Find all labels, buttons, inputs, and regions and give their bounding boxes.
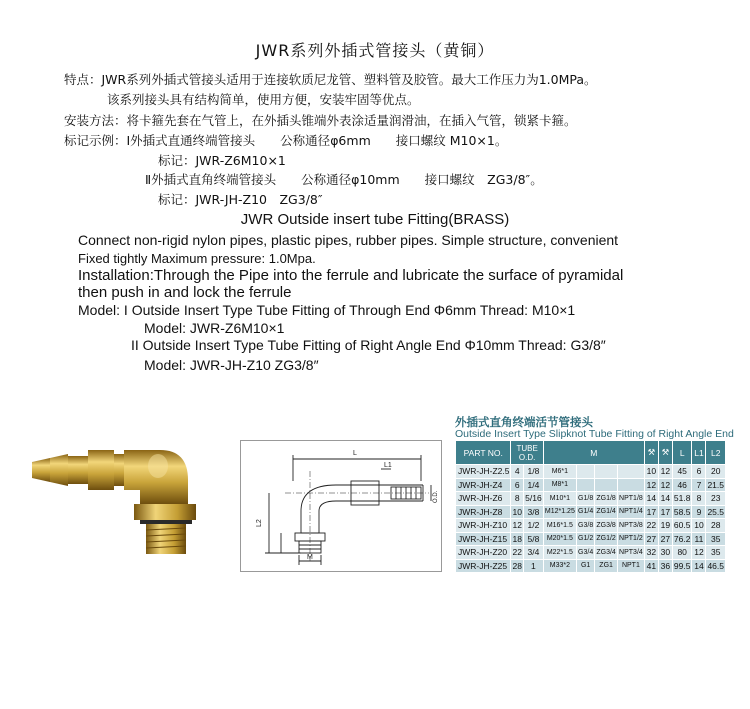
table-cell: 5/16 (525, 493, 542, 504)
table-cell: JWR-JH-Z4 (456, 478, 511, 492)
table-cell: 12 (658, 465, 672, 479)
table-cell: 60.5 (673, 520, 691, 531)
table-cell (576, 478, 594, 492)
table-row (456, 559, 726, 573)
table-cell: 9 (692, 505, 706, 519)
table-cell: 8 (511, 492, 524, 506)
table-title-chinese: 外插式直角终端活节管接头 (455, 415, 593, 429)
table-cell: 35 (706, 532, 726, 546)
en-model-2-code: Model: JWR-JH-Z10 ZG3/8″ (144, 357, 319, 373)
table-cell: ZG1 (595, 559, 618, 573)
en-model-2: II Outside Insert Type Tube Fitting of Right Angle End Φ10mm Thread: G3/8″ (131, 337, 606, 353)
header-l2: L2 (706, 441, 726, 465)
header-tube-od: TUBE O.D. (511, 441, 543, 465)
cn-mark-1: 标记：JWR-Z6M10×1 (158, 153, 286, 168)
table-cell: 22 (512, 547, 522, 558)
table-cell: 5/8 (524, 532, 544, 546)
table-row (456, 492, 726, 506)
table-cell: 28 (706, 519, 726, 533)
table-cell: 51.8 (673, 493, 691, 504)
header-wrench-2: ⚒ (658, 441, 672, 465)
table-cell: 27 (658, 532, 672, 546)
en-model-1-code: Model: JWR-Z6M10×1 (144, 320, 285, 336)
table-cell: 17 (644, 505, 658, 519)
table-cell: 27 (644, 532, 658, 546)
table-cell: M22*1.5 (543, 546, 576, 560)
en-line-3: Installation:Through the Pipe into the ferrule and lubricate the surface of pyramidal (78, 267, 624, 284)
table-cell: 11 (692, 532, 706, 546)
table-cell: 80 (672, 546, 692, 560)
table-cell: JWR-JH-Z10 (456, 519, 511, 533)
header-l1: L1 (692, 441, 706, 465)
table-cell: JWR-JH-Z20 (456, 546, 511, 560)
dim-label-l2: L2 (256, 519, 263, 527)
table-cell: JWR-JH-Z25 (456, 559, 511, 573)
table-cell: 41 (644, 559, 658, 573)
table-cell: G3/8 (576, 519, 594, 533)
table-cell: ZG3/8 (595, 519, 618, 533)
table-cell: 10 (512, 506, 522, 517)
table-cell: 6 (511, 478, 524, 492)
table-cell: 1 (524, 559, 544, 573)
header-m: M (543, 441, 644, 465)
table-cell: 12 (692, 546, 706, 560)
en-line-2: Fixed tightly Maximum pressure: 1.0Mpa. (78, 251, 316, 266)
table-cell: 25.5 (707, 506, 724, 517)
table-cell: ZG1/2 (595, 532, 618, 546)
table-cell: M33*2 (543, 559, 576, 573)
table-cell (617, 465, 644, 479)
table-row (456, 532, 726, 546)
title-english: JWR Outside insert tube Fitting(BRASS) (240, 211, 510, 228)
header-l: L (672, 441, 692, 465)
header-wrench-1: ⚒ (644, 441, 658, 465)
table-cell: M8*1 (543, 478, 576, 492)
table-cell (595, 465, 618, 479)
en-line-4: then push in and lock the ferrule (78, 284, 292, 301)
cn-example-line-1: 标记示例：Ⅰ外插式直通终端管接头 公称通径φ6mm 接口螺纹 M10×1。 (64, 133, 508, 148)
spec-table (455, 440, 726, 573)
table-cell: 14 (692, 559, 706, 573)
table-cell: 1/4 (524, 478, 544, 492)
table-cell: 23 (706, 492, 726, 506)
table-cell: 12 (512, 520, 522, 531)
table-cell: 46.5 (707, 560, 724, 571)
table-cell: 12 (644, 478, 658, 492)
table-cell: 1/2 (524, 519, 544, 533)
table-cell: JWR-JH-Z2.5 (456, 465, 511, 479)
table-cell: 32 (644, 546, 658, 560)
dim-label-l: L (353, 450, 357, 457)
cn-advantage-line: 该系列接头具有结构简单，使用方便，安装牢固等优点。 (107, 92, 420, 107)
table-title-english: Outside Insert Type Slipknot Tube Fitting of Right Angle End (455, 428, 734, 440)
table-cell: G1/8 (576, 492, 594, 506)
en-model-1: Model: I Outside Insert Type Tube Fitting of Through End Φ6mm Thread: M10×1 (78, 302, 576, 318)
table-cell: 76.2 (673, 533, 691, 544)
dim-label-m: M (307, 554, 313, 561)
table-cell (617, 478, 644, 492)
table-cell: NPT1/4 (617, 505, 644, 519)
table-cell: NPT3/4 (617, 546, 644, 560)
table-cell: 14 (644, 492, 658, 506)
table-cell: 12 (658, 478, 672, 492)
table-cell: 58.5 (673, 506, 691, 517)
table-row (456, 519, 726, 533)
dim-label-l1: L1 (384, 462, 392, 469)
en-line-1: Connect non-rigid nylon pipes, plastic pipes, rubber pipes. Simple structure, convenient (78, 232, 619, 248)
table-cell: 20 (706, 465, 726, 479)
table-cell: G1 (576, 559, 594, 573)
table-cell: 17 (658, 505, 672, 519)
fitting-photo (30, 440, 230, 560)
table-cell: 4 (511, 465, 524, 479)
table-cell: ZG3/4 (595, 546, 618, 560)
table-cell: 10 (644, 465, 658, 479)
table-cell: M12*1.25 (543, 505, 576, 519)
cn-mark-2: 标记：JWR-JH-Z10 ZG3/8″ (158, 192, 323, 207)
table-row (456, 505, 726, 519)
cn-feature-line: 特点：JWR系列外插式管接头适用于连接软质尼龙管、塑料管及胶管。最大工作压力为1.0MPa。 (64, 72, 597, 87)
table-cell: NPT1/8 (617, 492, 644, 506)
table-cell: M16*1.5 (543, 519, 576, 533)
table-cell: 10 (692, 519, 706, 533)
table-cell: NPT1/2 (617, 532, 644, 546)
technical-drawing (240, 440, 442, 572)
table-cell: JWR-JH-Z6 (456, 492, 511, 506)
table-cell: M6*1 (543, 465, 576, 479)
table-cell: M10*1 (543, 492, 576, 506)
table-row (456, 478, 726, 492)
table-cell (576, 465, 594, 479)
title-chinese: JWR系列外插式管接头（黄铜） (255, 41, 495, 60)
table-cell: NPT1 (617, 559, 644, 573)
table-cell: 8 (692, 492, 706, 506)
table-cell: G1/2 (576, 532, 594, 546)
table-cell: G3/4 (576, 546, 594, 560)
table-row (456, 546, 726, 560)
table-cell: NPT3/8 (617, 519, 644, 533)
table-cell: 7 (692, 478, 706, 492)
dim-label-od: O.D. (433, 490, 439, 503)
table-cell: G1/4 (576, 505, 594, 519)
table-cell: 1/8 (524, 465, 544, 479)
table-cell: 14 (658, 492, 672, 506)
table-cell: ZG1/4 (595, 505, 618, 519)
cn-install-line: 安装方法：将卡箍先套在气管上，在外插头锥端外表涂适量润滑油，在插入气管，锁紧卡箍。 (64, 113, 577, 128)
table-row (456, 465, 726, 479)
table-cell: 18 (512, 533, 522, 544)
table-cell (595, 478, 618, 492)
table-cell: 6 (692, 465, 706, 479)
table-cell: M20*1.5 (543, 532, 576, 546)
table-cell: 3/4 (524, 546, 544, 560)
table-cell: JWR-JH-Z8 (456, 505, 511, 519)
header-part-no: PART NO. (456, 441, 511, 465)
cn-example-line-2: Ⅱ外插式直角终端管接头 公称通径φ10mm 接口螺纹 ZG3/8″。 (145, 172, 543, 187)
table-cell: 19 (658, 519, 672, 533)
table-cell: 22 (644, 519, 658, 533)
table-cell: ZG1/8 (595, 492, 618, 506)
table-cell: 45 (672, 465, 692, 479)
table-header-row (456, 441, 726, 465)
table-cell: JWR-JH-Z15 (456, 532, 511, 546)
table-cell: 46 (672, 478, 692, 492)
table-cell: 35 (706, 546, 726, 560)
table-cell: 21.5 (707, 479, 724, 490)
table-cell: 99.5 (673, 560, 691, 571)
table-cell: 28 (512, 560, 522, 571)
table-cell: 36 (658, 559, 672, 573)
table-cell: 30 (658, 546, 672, 560)
table-cell: 3/8 (524, 505, 544, 519)
